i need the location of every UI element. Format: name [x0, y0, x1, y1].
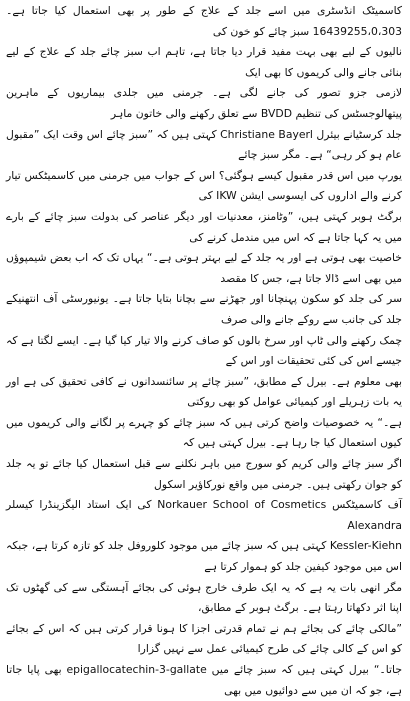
- article-line: جاتا۔“ بیرل کہتی ہیں کہ سبز چائے میں epigallocatechin-3-gallate بھی پایا جاتا ہے، جو کہ ان میں سے دوائیوں میں بھی: [6, 663, 403, 697]
- article-line: ”مالکی چائے کی بجائے ہم نے تمام قدرتی اجزا کا ہونا قرار کرتی ہیں کہ اس کے بجائے کو اس کے کالی چائے کی طرح کیمیائی عمل سے نہیں گزارا: [6, 621, 402, 656]
- article-line: لازمی جزو تصور کی جانے لگی ہے۔ جرمنی میں جلدی بیماریوں کے ماہرین پیتھالوجسٹس کی تنظیم BVDD سے تعلق رکھنے والی خاتون ماہر: [6, 86, 402, 120]
- article-line: آف کاسمیٹکس Norkauer School of Cosmetics کی ایک استاد الیگزینڈرا کیسلر Alexandra: [6, 498, 402, 532]
- article-line: چمک رکھنے والی ٹاپ اور سرخ بالوں کو صاف کرنے والا تیار کیا گیا ہے۔ ایسے لگتا ہے کہ جیسے اس کی کئی تحقیقات اور اس کے: [6, 333, 402, 368]
- article-line: نالیوں کے لیے بھی بہت مفید قرار دیا جاتا ہے، تاہم اب سبز چائے جلد کے علاج کے لیے بنائی جانے والی کریموں کا بھی ایک: [6, 45, 402, 79]
- article-line: خاصیت بھی ہوتی ہے اور یہ جلد کے لیے بہتر ہوتی ہے۔“ یہاں تک کہ اب بعض شیمپوؤں میں بھی اسے ڈالا جاتا ہے، جس کا مقصد: [6, 251, 402, 285]
- article-line: ہے۔“ یہ خصوصیات واضح کرتی ہیں کہ سبز چائے کو چہرے پر لگانے والی کریموں میں کیوں استعمال کیا جا رہا ہے۔ بیرل کہتی ہیں کہ: [6, 415, 402, 450]
- article-line: جلد کرسٹیانے بیئرل Christiane Bayerl کہتی ہیں کہ ”سبز چائے اس وقت ایک ”مقبول عام ہو کر رہی“ ہے۔ مگر سبز چائے: [6, 127, 402, 162]
- article-line: مگر انھی بات یہ ہے کہ یہ ایک طرف خارج ہوئی کی بجائے آہستگی سے کی گھٹوں تک اپنا اثر دکھاتا رہتا ہے۔ برگٹ ہوبر کے مطابق،: [6, 580, 402, 615]
- article-line: Kessler-Kiehn کہتی ہیں کہ سبز چائے میں موجود کلوروفل جلد کو تازہ کرتا ہے، جبکہ اس میں موجود کیفین جلد کو ہموار کرتا ہے: [6, 539, 402, 574]
- article-line: کاسمیٹک انڈسٹری میں اسے جلد کے علاج کے طور پر بھی استعمال کیا جاتا ہے۔ 16439255،0،303 سبز چائے کو خون کی: [6, 4, 402, 38]
- article-line: سر کی جلد کو سکون پہنچانا اور جھڑنے سے بچانا بتایا جاتا ہے۔ یونیورسٹی آف انتھنیکے جلد کی جانب سے روکے جانے والی صرف: [6, 292, 402, 326]
- article-line: اگر سبز چائے والی کریم کو سورج میں باہر نکلنے سے قبل استعمال کیا جائے تو یہ جلد کو جوان رکھتی ہیں۔ جرمنی میں واقع نورکاؤیر اسکول: [6, 457, 402, 491]
- article-body: [6, 1, 402, 701]
- article-line: یورپ میں اس قدر مقبول کیسے ہوگئی؟ اس کے جواب میں جرمنی میں کاسمیٹکس تیار کرنے والے اداروں کی ایسوسی ایشن IKW کی: [6, 168, 402, 203]
- article-line: برگٹ ہوبر کہتی ہیں، ”وٹامنز، معدنیات اور دیگر عناصر کی بدولت سبز چائے کے بارے میں یہ کہا جاتا ہے کہ اس میں مندمل کرنے کی: [6, 209, 402, 244]
- article-line: بھی معلوم ہے۔ بیرل کے مطابق، ”سبز چائے پر سائنسدانوں نے کافی تحقیق کی ہے اور یہ بات زہریلے اور کیمیائی عوامل کو بھی روکتی: [6, 374, 402, 409]
